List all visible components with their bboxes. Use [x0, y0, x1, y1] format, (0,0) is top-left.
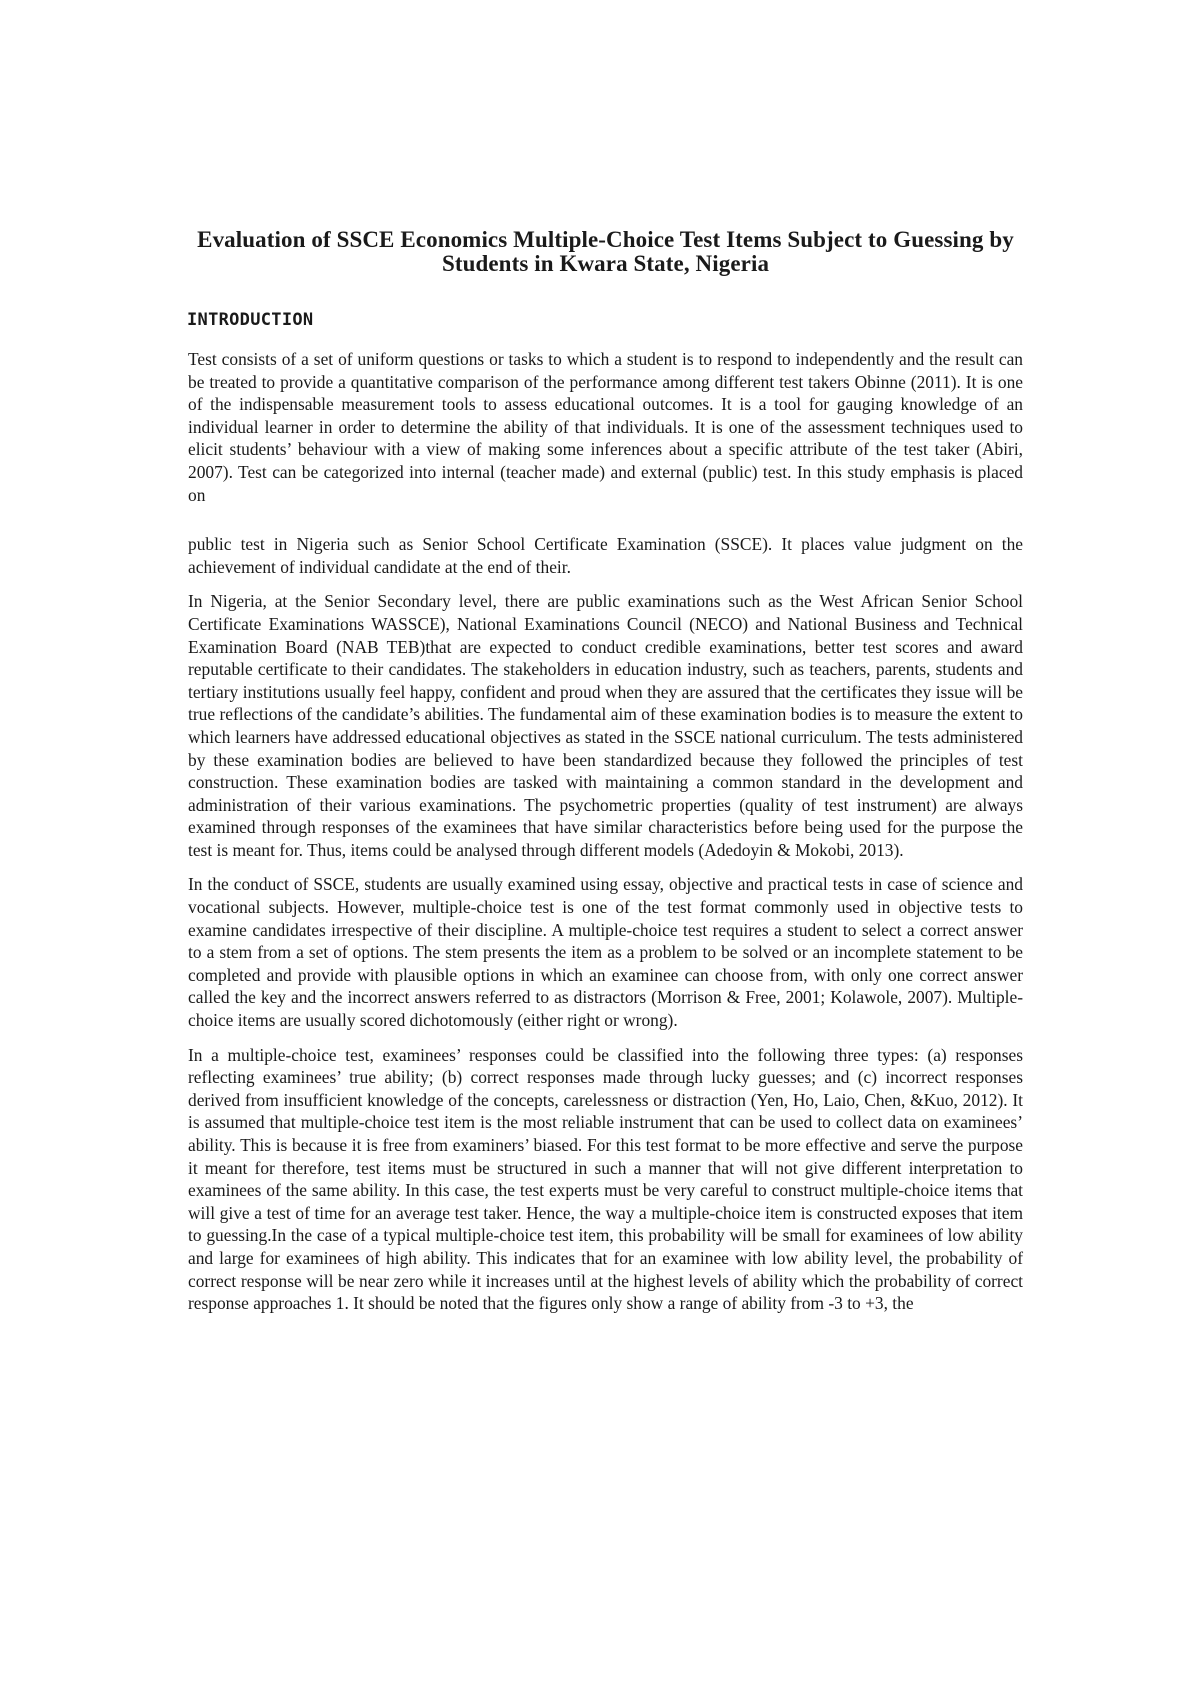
- paragraph-2: public test in Nigeria such as Senior School Certificate Examination (SSCE). It places value judgment on the achievement of individual candidate at the end of their.: [188, 534, 1023, 577]
- paragraph-4: In the conduct of SSCE, students are usually examined using essay, objective and practical tests in case of science and vocational subjects. However, multiple-choice test is one of the test format commonly used in objective tests to examine candidates irrespective of their discipline. A multiple-choice test requires a student to select a correct answer to a stem from a set of options. The stem presents the item as a problem to be solved or an incomplete statement to be completed and provide with plausible options in which an examinee can choose from, with only one correct answer called the key and the incorrect answers referred to as distractors (Morrison & Free, 2001; Kolawole, 2007). Multiple-choice items are usually scored dichotomously (either right or wrong).: [188, 874, 1023, 1031]
- paragraph-5: In a multiple-choice test, examinees’ responses could be classified into the following three types: (a) responses reflecting examinees’ true ability; (b) correct responses made through lucky guesses; and (c) incorrect responses derived from insufficient knowledge of the concepts, carelessness or distraction (Yen, Ho, Laio, Chen, &Kuo, 2012). It is assumed that multiple-choice test item is the most reliable instrument that can be used to collect data on examinees’ ability. This is because it is free from examiners’ biased. For this test format to be more effective and serve the purpose it meant for therefore, test items must be structured in such a manner that will not give different interpretation to examinees of the same ability. In this case, the test experts must be very careful to construct multiple-choice items that will give a test of time for an average test taker. Hence, the way a multiple-choice item is constructed exposes that item to guessing.In the case of a typical multiple-choice test item, this probability will be small for examinees of low ability and large for examinees of high ability. This indicates that for an examinee with low ability level, the probability of correct response will be near zero while it increases until at the highest levels of ability which the probability of correct response approaches 1. It should be noted that the figures only show a range of ability from -3 to +3, the: [188, 1044, 1023, 1314]
- paragraph-3: In Nigeria, at the Senior Secondary level, there are public examinations such as the West African Senior School Certificate Examinations WASSCE), National Examinations Council (NECO) and National Business and Technical Examination Board (NAB TEB)that are expected to conduct credible examinations, better test scores and award reputable certificate to their candidates. The stakeholders in education industry, such as teachers, parents, students and tertiary institutions usually feel happy, confident and proud when they are assured that the certificates they issue will be true reflections of the candidate’s abilities. The fundamental aim of these examination bodies is to measure the extent to which learners have addressed educational objectives as stated in the SSCE national curriculum. The tests administered by these examination bodies are believed to have been standardized because they followed the principles of test construction. These examination bodies are tasked with maintaining a common standard in the development and administration of their various examinations. The psychometric properties (quality of test instrument) are always examined through responses of the examinees that have similar characteristics before being used for the purpose the test is meant for. Thus, items could be analysed through different models (Adedoyin & Mokobi, 2013).: [188, 591, 1023, 860]
- section-heading-introduction: INTRODUCTION: [187, 310, 314, 330]
- paper-title: Evaluation of SSCE Economics Multiple-Choice Test Items Subject to Guessing by Students in Kwara State, Nigeria: [197, 227, 1014, 276]
- paragraph-1: Test consists of a set of uniform questions or tasks to which a student is to respond to independently and the result can be treated to provide a quantitative comparison of the performance among different test takers Obinne (2011). It is one of the indispensable measurement tools to assess educational outcomes. It is a tool for gauging knowledge of an individual learner in order to determine the ability of that individuals. It is one of the assessment techniques used to elicit students’ behaviour with a view of making some inferences about a specific attribute of the test taker (Abiri, 2007). Test can be categorized into internal (teacher made) and external (public) test. In this study emphasis is placed on: [188, 349, 1023, 505]
- document-body: [188, 228, 1023, 1315]
- page-break-gap: [188, 506, 1023, 533]
